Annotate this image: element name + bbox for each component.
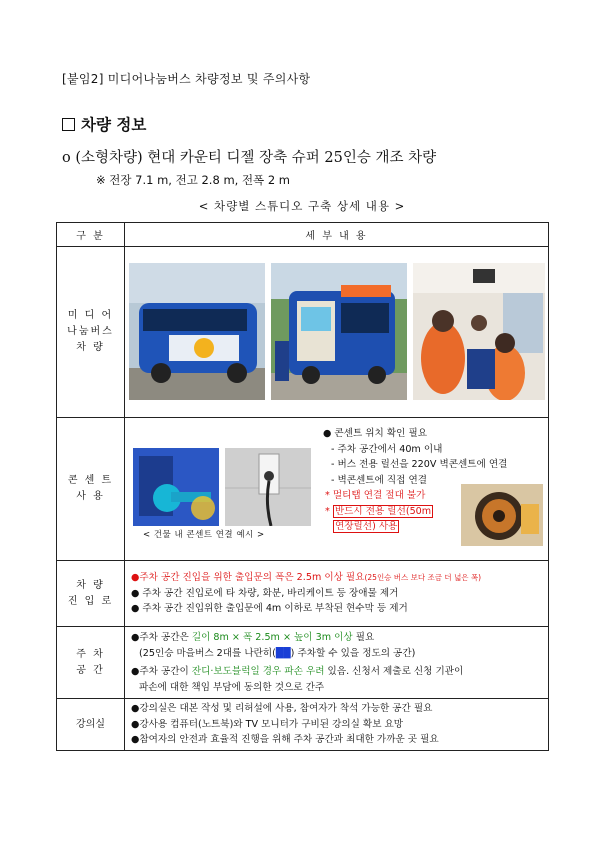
row-lecture: [57, 699, 549, 751]
parking-note: ●주차 공간이 잔디·보도블럭일 경우 파손 우려 있음. 신청서 제출로 신청 기관이: [131, 666, 464, 677]
row-label-entrance: 차 량 진 입 로: [57, 561, 125, 627]
table-caption: < 차량별 스튜디오 구축 상세 내용 >: [198, 199, 406, 213]
row-label-bus: 미 디 어 나눔버스 차 량: [57, 247, 125, 418]
vehicle-dimensions: ※ 전장 7.1 m, 전고 2.8 m, 전폭 2 m: [96, 173, 291, 187]
entrance-note: ●주차 공간 진입을 위한 출입문의 폭은 2.5m 이상 필요(25인승 버스 보다 조금 더 넓은 폭): [131, 572, 482, 584]
bus-photos-cell: [125, 247, 549, 418]
row-bus: [57, 247, 549, 418]
lecture-note: ●강사용 컴퓨터(노트북)와 TV 모니터가 구비된 강의실 확보 요망: [131, 718, 404, 730]
header-details: 세 부 내 용: [125, 223, 549, 247]
outlet-warning: 연장릴선) 사용: [335, 521, 398, 532]
row-label-lecture: 강의실: [57, 699, 125, 751]
outlet-photo-wall-socket: [225, 448, 311, 526]
attachment-title: [붙임2] 미디어나눔버스 차량정보 및 주의사항: [62, 72, 311, 86]
vehicle-info: [62, 146, 436, 167]
parking-notes: [131, 630, 548, 695]
header-category: 구 분: [57, 223, 125, 247]
table-header-row: [57, 223, 549, 247]
vehicle-category: (소형차량): [75, 150, 143, 166]
bus-photo-interior: [413, 263, 545, 400]
row-outlet: [57, 418, 549, 561]
lecture-note: ●강의실은 대본 작성 및 리허설에 사용, 참여자가 착석 가능한 공간 필요: [131, 703, 433, 715]
parking-cell: [125, 627, 549, 699]
outlet-note: - 버스 전용 릴선을 220V 벽콘센트에 연결: [331, 459, 508, 470]
lecture-note: ●참여자의 안전과 효율적 진행을 위해 주차 공간과 최대한 가까운 곳 필요: [131, 734, 439, 746]
bus-photo-studio-open: [271, 263, 407, 400]
section-title: [62, 113, 146, 135]
outlet-photo-caption: < 건물 내 콘센트 연결 예시 >: [143, 530, 265, 540]
row-parking: [57, 627, 549, 699]
entrance-cell: [125, 561, 549, 627]
parking-note: ●주차 공간은 길이 8m × 폭 2.5m × 높이 3m 이상 필요: [131, 632, 375, 643]
row-label-outlet: 콘 센 트 사 용: [57, 418, 125, 561]
vehicle-description: 현대 카운티 디젤 장축 슈퍼 25인승 개조 차량: [147, 150, 437, 166]
parking-note: (25인승 마을버스 2대를 나란히(██) 주차할 수 있을 정도의 공간): [139, 647, 416, 659]
reel-cable-photo: [461, 484, 543, 546]
details-table: [56, 222, 549, 751]
entrance-note: ● 주차 공간 진입로에 타 차량, 화분, 바리케이트 등 장애물 제거: [131, 587, 399, 599]
row-entrance: [57, 561, 549, 627]
outlet-note: ● 콘센트 위치 확인 필요: [323, 428, 427, 439]
outlet-cell: [125, 418, 549, 561]
bus-photo-exterior: [129, 263, 265, 400]
bullet-marker: o: [62, 150, 71, 166]
outlet-warning: * 반드시 전용 릴선(50m: [325, 505, 432, 517]
parking-note: 파손에 대한 책임 부담에 동의한 것으로 간주: [139, 681, 325, 693]
lecture-cell: [125, 699, 549, 751]
lecture-notes: [131, 701, 548, 748]
outlet-note: - 벽콘센트에 직접 연결: [331, 474, 428, 486]
section-title-text: 차량 정보: [81, 116, 147, 134]
outlet-warning: * 멀티탭 연결 절대 불가: [325, 490, 426, 501]
checkbox-square-icon: [62, 118, 75, 131]
entrance-note: ● 주차 공간 진입위한 출입문에 4m 이하로 부착된 현수막 등 제거: [131, 603, 408, 615]
entrance-notes: [131, 570, 548, 617]
outlet-photo-bus-socket: [133, 448, 219, 526]
outlet-note: - 주차 공간에서 40m 이내: [331, 443, 443, 455]
row-label-parking: 주 차 공 간: [57, 627, 125, 699]
